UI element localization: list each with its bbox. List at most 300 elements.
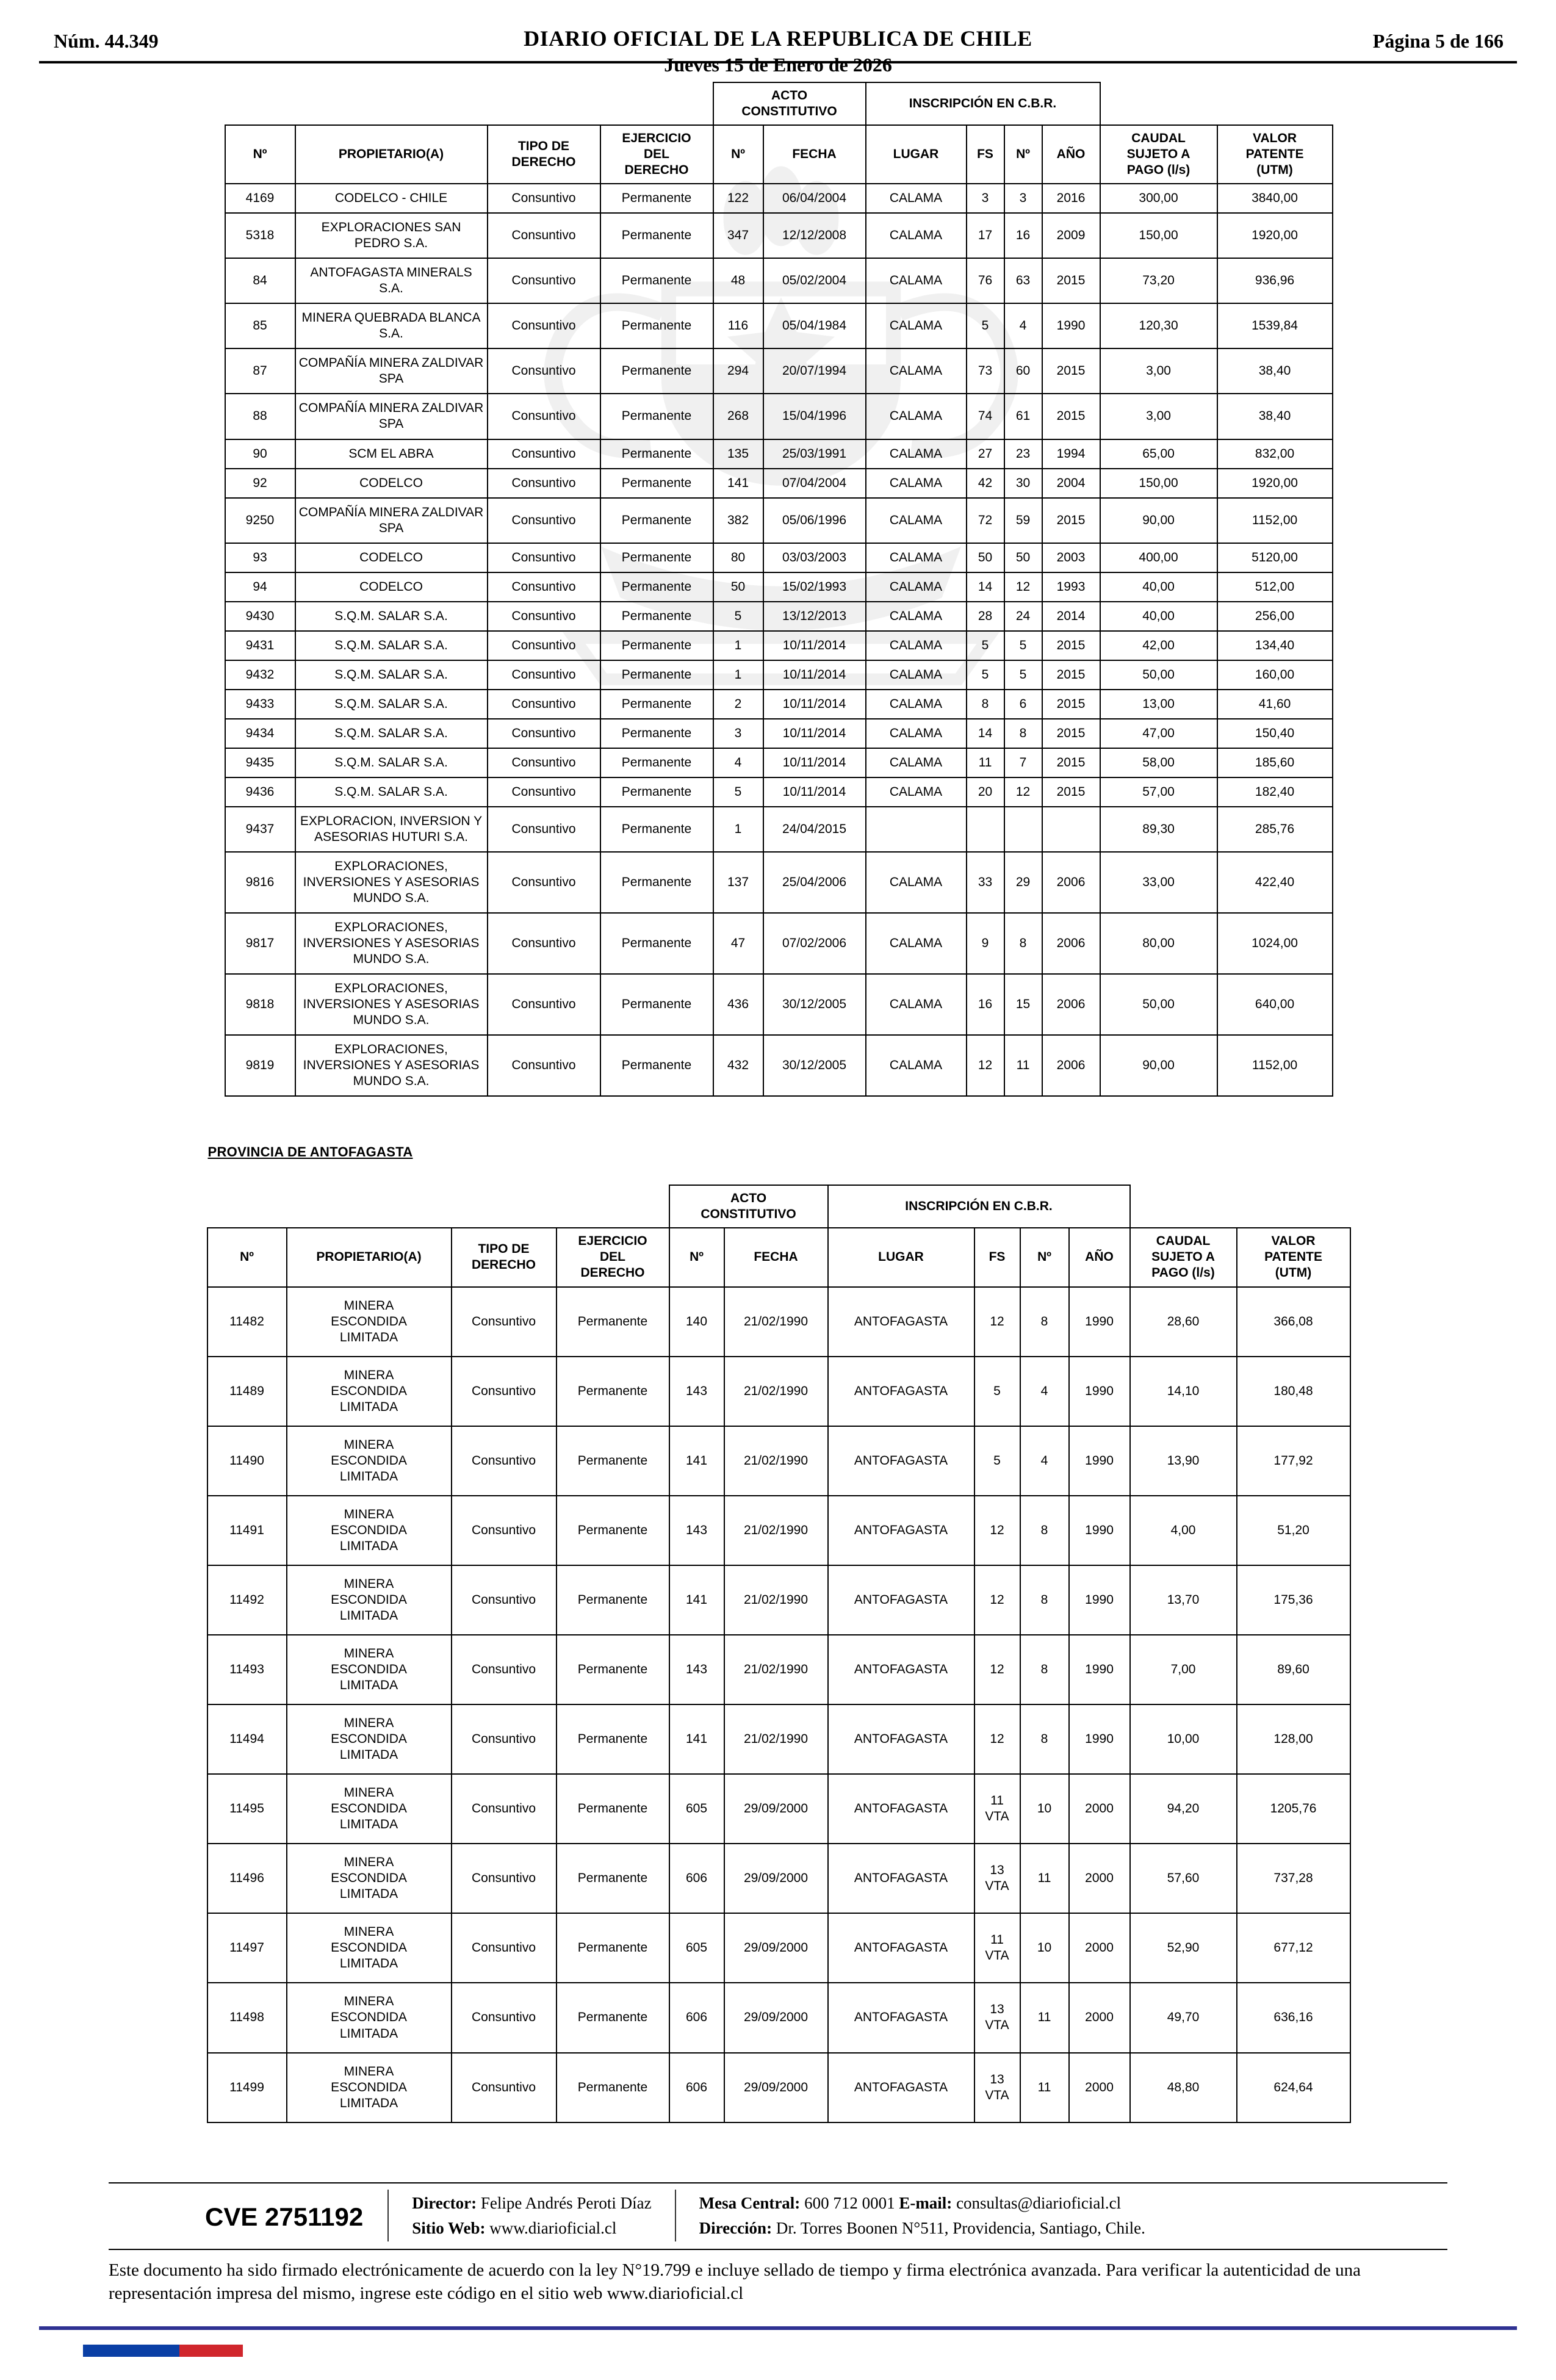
table-row bbox=[207, 2053, 1350, 2122]
table-cell: CODELCO bbox=[295, 543, 488, 572]
table-cell: 2015 bbox=[1042, 394, 1100, 439]
table-cell: Permanente bbox=[600, 572, 713, 602]
table-cell: 1990 bbox=[1069, 1426, 1130, 1496]
table-cell: EXPLORACIONES, INVERSIONES Y ASESORIAS MUNDO S.A. bbox=[295, 974, 488, 1035]
table-cell: Permanente bbox=[600, 394, 713, 439]
table-cell: 89,30 bbox=[1100, 807, 1217, 852]
table-cell: 21/02/1990 bbox=[724, 1426, 828, 1496]
table-cell: 2000 bbox=[1069, 1983, 1130, 2052]
table-cell: MINERA ESCONDIDA LIMITADA bbox=[287, 2053, 452, 2122]
col-header-label: VALOR PATENTE (UTM) bbox=[1245, 131, 1304, 178]
table-cell: Consuntivo bbox=[452, 1357, 556, 1426]
table-cell: 80 bbox=[713, 543, 763, 572]
group-label: INSCRIPCIÓN EN C.B.R. bbox=[909, 96, 1057, 111]
table-cell: 1152,00 bbox=[1217, 1035, 1333, 1096]
table-cell: 12 bbox=[1004, 777, 1042, 807]
table-cell: ANTOFAGASTA bbox=[828, 1913, 974, 1983]
table-cell: 11 bbox=[1020, 2053, 1069, 2122]
table-cell: MINERA ESCONDIDA LIMITADA bbox=[287, 1426, 452, 1496]
table-cell: 49,70 bbox=[1130, 1983, 1237, 2052]
table-cell: 2015 bbox=[1042, 777, 1100, 807]
table-cell: 42 bbox=[967, 469, 1004, 498]
table-row bbox=[225, 439, 1333, 469]
table-cell: 1024,00 bbox=[1217, 913, 1333, 974]
table-cell: 57,00 bbox=[1100, 777, 1217, 807]
col-header-propietario: PROPIETARIO(A) bbox=[295, 125, 488, 184]
mesa-central-number: 600 712 0001 bbox=[804, 2194, 895, 2212]
table-cell: 1994 bbox=[1042, 439, 1100, 469]
inscripcion-cbr-group-header bbox=[828, 1185, 1130, 1228]
table-cell: Consuntivo bbox=[488, 719, 600, 748]
table-cell: 294 bbox=[713, 348, 763, 394]
spacer-cell bbox=[1100, 82, 1333, 125]
table-cell: 13,70 bbox=[1130, 1565, 1237, 1635]
col-header-valor-patente bbox=[1237, 1228, 1350, 1286]
table-cell: 9436 bbox=[225, 777, 295, 807]
table-cell: 5 bbox=[974, 1426, 1020, 1496]
table-cell: 11499 bbox=[207, 2053, 287, 2122]
table-cell: Permanente bbox=[556, 1704, 669, 1774]
table-cell: 8 bbox=[1004, 719, 1042, 748]
table-cell: 2006 bbox=[1042, 974, 1100, 1035]
table-cell: 29/09/2000 bbox=[724, 1774, 828, 1844]
table-cell: 1990 bbox=[1069, 1287, 1130, 1357]
table-cell: 285,76 bbox=[1217, 807, 1333, 852]
table-cell: 140 bbox=[669, 1287, 724, 1357]
table-cell bbox=[967, 807, 1004, 852]
bottom-navy-rule bbox=[39, 2326, 1517, 2330]
table-cell: 13,90 bbox=[1130, 1426, 1237, 1496]
table-cell: 5 bbox=[1004, 631, 1042, 660]
table-cell: Consuntivo bbox=[488, 974, 600, 1035]
table-row bbox=[225, 469, 1333, 498]
table-cell: 5 bbox=[974, 1357, 1020, 1426]
col-header-tipo-derecho: TIPO DE DERECHO bbox=[488, 125, 600, 184]
table-cell: CALAMA bbox=[866, 498, 967, 543]
table-row bbox=[225, 498, 1333, 543]
table-cell: CALAMA bbox=[866, 719, 967, 748]
table-cell: 59 bbox=[1004, 498, 1042, 543]
col-header-lugar: LUGAR bbox=[828, 1228, 974, 1286]
table-cell: 50 bbox=[1004, 543, 1042, 572]
table-row bbox=[225, 572, 1333, 602]
table-cell: 27 bbox=[967, 439, 1004, 469]
table-cell: 150,40 bbox=[1217, 719, 1333, 748]
table-cell: 3,00 bbox=[1100, 348, 1217, 394]
header-rule bbox=[39, 61, 1517, 63]
table-cell: 58,00 bbox=[1100, 748, 1217, 777]
table-cell: Consuntivo bbox=[452, 1426, 556, 1496]
table-cell: 2015 bbox=[1042, 690, 1100, 719]
table-cell: 11 VTA bbox=[974, 1774, 1020, 1844]
table-cell: 2006 bbox=[1042, 852, 1100, 913]
table-cell: 4 bbox=[1020, 1357, 1069, 1426]
table-cell: 2 bbox=[713, 690, 763, 719]
table-cell: Permanente bbox=[556, 1565, 669, 1635]
table-cell: 11 bbox=[1004, 1035, 1042, 1096]
table-cell: 9435 bbox=[225, 748, 295, 777]
table-row bbox=[207, 1426, 1350, 1496]
table-cell: 76 bbox=[967, 258, 1004, 303]
table-cell: 8 bbox=[1020, 1704, 1069, 1774]
table-cell: 5 bbox=[967, 660, 1004, 690]
table-cell: 42,00 bbox=[1100, 631, 1217, 660]
table-cell: Permanente bbox=[556, 1983, 669, 2052]
table-row bbox=[225, 348, 1333, 394]
table-cell: 8 bbox=[1020, 1565, 1069, 1635]
table-cell: 2000 bbox=[1069, 1774, 1130, 1844]
sitio-web-label: Sitio Web: bbox=[412, 2218, 486, 2237]
table-cell: 1920,00 bbox=[1217, 213, 1333, 258]
table-cell: 512,00 bbox=[1217, 572, 1333, 602]
table-cell: Permanente bbox=[600, 348, 713, 394]
footer-director-block bbox=[387, 2190, 674, 2241]
table-cell: 177,92 bbox=[1237, 1426, 1350, 1496]
table-cell: Consuntivo bbox=[452, 1913, 556, 1983]
col-header-acto-numero: Nº bbox=[713, 125, 763, 184]
table-cell: 137 bbox=[713, 852, 763, 913]
table-cell: CALAMA bbox=[866, 748, 967, 777]
table-cell: Permanente bbox=[600, 469, 713, 498]
table-cell: 60 bbox=[1004, 348, 1042, 394]
table-cell: 30/12/2005 bbox=[763, 974, 866, 1035]
table-cell: 605 bbox=[669, 1913, 724, 1983]
table-cell: Permanente bbox=[556, 1635, 669, 1704]
acto-constitutivo-group-header bbox=[669, 1185, 828, 1228]
table-cell: 9818 bbox=[225, 974, 295, 1035]
table-cell: S.Q.M. SALAR S.A. bbox=[295, 660, 488, 690]
table-cell: 5 bbox=[967, 631, 1004, 660]
table-cell: 256,00 bbox=[1217, 602, 1333, 631]
col-header-propietario: PROPIETARIO(A) bbox=[287, 1228, 452, 1286]
col-header-ano: AÑO bbox=[1069, 1228, 1130, 1286]
table-cell: 10/11/2014 bbox=[763, 690, 866, 719]
water-rights-table-antofagasta bbox=[207, 1185, 1351, 2122]
direccion-line bbox=[699, 2216, 1145, 2241]
table-cell: Permanente bbox=[600, 1035, 713, 1096]
table-cell: EXPLORACIONES, INVERSIONES Y ASESORIAS MUNDO S.A. bbox=[295, 913, 488, 974]
table-cell: 3 bbox=[1004, 184, 1042, 213]
table-cell: MINERA ESCONDIDA LIMITADA bbox=[287, 1983, 452, 2052]
table-cell: Consuntivo bbox=[452, 1983, 556, 2052]
table-cell: 20/07/1994 bbox=[763, 348, 866, 394]
group-label: ACTO CONSTITUTIVO bbox=[741, 88, 837, 119]
table-cell: Consuntivo bbox=[488, 469, 600, 498]
table-cell: 366,08 bbox=[1237, 1287, 1350, 1357]
col-header-numero: Nº bbox=[207, 1228, 287, 1286]
table-cell: 28 bbox=[967, 602, 1004, 631]
table-cell: 2014 bbox=[1042, 602, 1100, 631]
table-cell: 606 bbox=[669, 2053, 724, 2122]
table-cell: 05/04/1984 bbox=[763, 303, 866, 348]
col-header-label: EJERCICIO DEL DERECHO bbox=[622, 131, 691, 178]
table-cell: 1539,84 bbox=[1217, 303, 1333, 348]
table-cell: 5 bbox=[1004, 660, 1042, 690]
director-label: Director: bbox=[412, 2194, 477, 2212]
table-cell: 2015 bbox=[1042, 498, 1100, 543]
table-cell: Consuntivo bbox=[452, 1635, 556, 1704]
page-footer bbox=[109, 2182, 1447, 2306]
table-cell: 2015 bbox=[1042, 348, 1100, 394]
table-cell: MINERA ESCONDIDA LIMITADA bbox=[287, 1635, 452, 1704]
table-cell: 12 bbox=[974, 1704, 1020, 1774]
table-cell: Consuntivo bbox=[488, 1035, 600, 1096]
col-header-fecha: FECHA bbox=[724, 1228, 828, 1286]
table-cell: Permanente bbox=[556, 1287, 669, 1357]
table-row bbox=[225, 974, 1333, 1035]
table-cell: MINERA ESCONDIDA LIMITADA bbox=[287, 1496, 452, 1565]
table-cell: 2015 bbox=[1042, 748, 1100, 777]
table-cell: ANTOFAGASTA bbox=[828, 1287, 974, 1357]
table-cell: 11 VTA bbox=[974, 1913, 1020, 1983]
table-cell: 50 bbox=[967, 543, 1004, 572]
table-cell: 4,00 bbox=[1130, 1496, 1237, 1565]
table-row bbox=[225, 748, 1333, 777]
table-cell: 15 bbox=[1004, 974, 1042, 1035]
table-cell: 14 bbox=[967, 572, 1004, 602]
table-cell: 2015 bbox=[1042, 660, 1100, 690]
table-cell: Consuntivo bbox=[488, 394, 600, 439]
table-cell: 41,60 bbox=[1217, 690, 1333, 719]
flag-red-bar bbox=[179, 2345, 243, 2357]
col-header-ano: AÑO bbox=[1042, 125, 1100, 184]
table-cell: 12 bbox=[1004, 572, 1042, 602]
table-cell: ANTOFAGASTA bbox=[828, 1426, 974, 1496]
table-cell: Consuntivo bbox=[488, 748, 600, 777]
table-cell: MINERA ESCONDIDA LIMITADA bbox=[287, 1774, 452, 1844]
table-cell: Permanente bbox=[600, 498, 713, 543]
table-cell: 8 bbox=[1004, 913, 1042, 974]
table-cell: ANTOFAGASTA bbox=[828, 1774, 974, 1844]
table-cell: Permanente bbox=[600, 690, 713, 719]
table-cell: 2015 bbox=[1042, 719, 1100, 748]
table-cell: EXPLORACIONES, INVERSIONES Y ASESORIAS MUNDO S.A. bbox=[295, 852, 488, 913]
table-cell: Consuntivo bbox=[488, 258, 600, 303]
table-cell: 30/12/2005 bbox=[763, 1035, 866, 1096]
table-row bbox=[225, 543, 1333, 572]
table-cell: 50,00 bbox=[1100, 660, 1217, 690]
table-cell: 141 bbox=[713, 469, 763, 498]
table-cell: 624,64 bbox=[1237, 2053, 1350, 2122]
table-cell: 5 bbox=[713, 777, 763, 807]
table-row bbox=[225, 660, 1333, 690]
table-cell: 141 bbox=[669, 1565, 724, 1635]
table-cell: Permanente bbox=[600, 748, 713, 777]
table-cell: 87 bbox=[225, 348, 295, 394]
table-cell: Permanente bbox=[556, 1774, 669, 1844]
table-cell: Consuntivo bbox=[452, 1844, 556, 1913]
table-cell: 3 bbox=[713, 719, 763, 748]
table-cell: Consuntivo bbox=[488, 498, 600, 543]
table-cell: 737,28 bbox=[1237, 1844, 1350, 1913]
table-cell: Consuntivo bbox=[488, 807, 600, 852]
table-cell: Consuntivo bbox=[488, 852, 600, 913]
table-cell: CALAMA bbox=[866, 543, 967, 572]
table-cell: 21/02/1990 bbox=[724, 1496, 828, 1565]
table-cell: 8 bbox=[967, 690, 1004, 719]
table-cell: 61 bbox=[1004, 394, 1042, 439]
table-cell: COMPAÑÍA MINERA ZALDIVAR SPA bbox=[295, 348, 488, 394]
table-cell: CALAMA bbox=[866, 1035, 967, 1096]
footer-contact-block bbox=[675, 2190, 1169, 2241]
table-cell: CALAMA bbox=[866, 213, 967, 258]
table-cell: 936,96 bbox=[1217, 258, 1333, 303]
table-row bbox=[207, 1983, 1350, 2052]
table-cell: Consuntivo bbox=[488, 439, 600, 469]
table-cell: Permanente bbox=[556, 1913, 669, 1983]
table-cell bbox=[866, 807, 967, 852]
table-cell: S.Q.M. SALAR S.A. bbox=[295, 690, 488, 719]
table-cell: CALAMA bbox=[866, 777, 967, 807]
table-row bbox=[225, 602, 1333, 631]
table-row bbox=[207, 1635, 1350, 1704]
table-cell: 382 bbox=[713, 498, 763, 543]
table-cell: 1 bbox=[713, 807, 763, 852]
table-cell: MINERA ESCONDIDA LIMITADA bbox=[287, 1704, 452, 1774]
col-header-label: VALOR PATENTE (UTM) bbox=[1264, 1234, 1322, 1280]
director-line bbox=[412, 2191, 651, 2216]
table-cell: 7,00 bbox=[1130, 1635, 1237, 1704]
table-row bbox=[207, 1844, 1350, 1913]
table-cell: 2009 bbox=[1042, 213, 1100, 258]
table-cell: 11494 bbox=[207, 1704, 287, 1774]
table-cell: CALAMA bbox=[866, 913, 967, 974]
table-row bbox=[225, 690, 1333, 719]
table-cell: Permanente bbox=[600, 719, 713, 748]
section-title-provincia-antofagasta: PROVINCIA DE ANTOFAGASTA bbox=[207, 1144, 413, 1160]
table-cell: 180,48 bbox=[1237, 1357, 1350, 1426]
table-cell: 10/11/2014 bbox=[763, 748, 866, 777]
col-header-acto-numero: Nº bbox=[669, 1228, 724, 1286]
table-cell: Permanente bbox=[600, 184, 713, 213]
table-cell: 21/02/1990 bbox=[724, 1357, 828, 1426]
table-row bbox=[207, 1565, 1350, 1635]
table-cell: 38,40 bbox=[1217, 348, 1333, 394]
col-header-inscripcion-numero: Nº bbox=[1004, 125, 1042, 184]
inscripcion-cbr-group-header bbox=[866, 82, 1100, 125]
table-cell: 05/06/1996 bbox=[763, 498, 866, 543]
table-cell: 10/11/2014 bbox=[763, 660, 866, 690]
table-cell: 8 bbox=[1020, 1635, 1069, 1704]
table-cell: 13 VTA bbox=[974, 2053, 1020, 2122]
mesa-central-line bbox=[699, 2191, 1145, 2216]
table-cell: Consuntivo bbox=[488, 572, 600, 602]
col-header-fs: FS bbox=[967, 125, 1004, 184]
table-cell: 141 bbox=[669, 1704, 724, 1774]
table-cell: 93 bbox=[225, 543, 295, 572]
table-cell: 1990 bbox=[1069, 1496, 1130, 1565]
table-cell: Permanente bbox=[556, 1496, 669, 1565]
table-cell: 9817 bbox=[225, 913, 295, 974]
table-cell: Consuntivo bbox=[452, 1565, 556, 1635]
table-cell: Consuntivo bbox=[488, 660, 600, 690]
group-label: INSCRIPCIÓN EN C.B.R. bbox=[905, 1199, 1053, 1214]
table-cell: Consuntivo bbox=[488, 777, 600, 807]
table-cell: CODELCO bbox=[295, 572, 488, 602]
table-cell: 606 bbox=[669, 1983, 724, 2052]
publication-title: DIARIO OFICIAL DE LA REPUBLICA DE CHILE bbox=[524, 26, 1032, 51]
table-cell: Permanente bbox=[556, 1426, 669, 1496]
table-cell: 85 bbox=[225, 303, 295, 348]
table-cell: 73,20 bbox=[1100, 258, 1217, 303]
table-cell: 63 bbox=[1004, 258, 1042, 303]
table-cell: 33 bbox=[967, 852, 1004, 913]
table-row bbox=[225, 213, 1333, 258]
table-cell: Consuntivo bbox=[488, 690, 600, 719]
table-cell: 92 bbox=[225, 469, 295, 498]
table-cell: 832,00 bbox=[1217, 439, 1333, 469]
table-cell: Permanente bbox=[600, 807, 713, 852]
table-cell: COMPAÑÍA MINERA ZALDIVAR SPA bbox=[295, 394, 488, 439]
table-cell: 80,00 bbox=[1100, 913, 1217, 974]
table-cell: 29/09/2000 bbox=[724, 2053, 828, 2122]
table-cell: 12/12/2008 bbox=[763, 213, 866, 258]
table-cell: 21/02/1990 bbox=[724, 1287, 828, 1357]
table-cell: 4 bbox=[1020, 1426, 1069, 1496]
table-cell: CALAMA bbox=[866, 602, 967, 631]
table-cell: 2006 bbox=[1042, 1035, 1100, 1096]
table-row bbox=[207, 1704, 1350, 1774]
table-cell: MINERA ESCONDIDA LIMITADA bbox=[287, 1913, 452, 1983]
col-header-caudal bbox=[1130, 1228, 1237, 1286]
table-row bbox=[225, 1035, 1333, 1096]
table-cell: 72 bbox=[967, 498, 1004, 543]
table-cell: Consuntivo bbox=[452, 2053, 556, 2122]
table-cell: 52,90 bbox=[1130, 1913, 1237, 1983]
table-cell: ANTOFAGASTA bbox=[828, 2053, 974, 2122]
table-cell: 2016 bbox=[1042, 184, 1100, 213]
table-cell: 15/02/1993 bbox=[763, 572, 866, 602]
table-cell: Permanente bbox=[600, 660, 713, 690]
table-cell: 12 bbox=[974, 1496, 1020, 1565]
table-cell: 606 bbox=[669, 1844, 724, 1913]
table-row bbox=[225, 184, 1333, 213]
group-label: ACTO CONSTITUTIVO bbox=[701, 1191, 796, 1222]
table-cell: S.Q.M. SALAR S.A. bbox=[295, 748, 488, 777]
table-cell: 14 bbox=[967, 719, 1004, 748]
table-cell: 605 bbox=[669, 1774, 724, 1844]
table-cell: 9816 bbox=[225, 852, 295, 913]
table-cell: 11496 bbox=[207, 1844, 287, 1913]
table-cell: EXPLORACION, INVERSION Y ASESORIAS HUTURI S.A. bbox=[295, 807, 488, 852]
table-cell: 07/04/2004 bbox=[763, 469, 866, 498]
table-cell: Consuntivo bbox=[488, 303, 600, 348]
table-cell: Consuntivo bbox=[488, 213, 600, 258]
table-cell: 6 bbox=[1004, 690, 1042, 719]
table-cell: 182,40 bbox=[1217, 777, 1333, 807]
table-cell: 1990 bbox=[1069, 1704, 1130, 1774]
table-cell: 150,00 bbox=[1100, 213, 1217, 258]
table-cell: 50 bbox=[713, 572, 763, 602]
table-cell: 4 bbox=[1004, 303, 1042, 348]
table-cell: 2006 bbox=[1042, 913, 1100, 974]
table-cell: 10,00 bbox=[1130, 1704, 1237, 1774]
table-cell: 21/02/1990 bbox=[724, 1704, 828, 1774]
table-cell: 88 bbox=[225, 394, 295, 439]
table-cell: Permanente bbox=[600, 213, 713, 258]
table-cell: 432 bbox=[713, 1035, 763, 1096]
table-cell: 11497 bbox=[207, 1913, 287, 1983]
group-header-row bbox=[225, 82, 1333, 125]
table-cell: Consuntivo bbox=[488, 602, 600, 631]
table-cell: ANTOFAGASTA MINERALS S.A. bbox=[295, 258, 488, 303]
table-cell: Consuntivo bbox=[488, 184, 600, 213]
table-row bbox=[207, 1774, 1350, 1844]
table-cell: 90,00 bbox=[1100, 1035, 1217, 1096]
table-cell: ANTOFAGASTA bbox=[828, 1635, 974, 1704]
table-cell: COMPAÑÍA MINERA ZALDIVAR SPA bbox=[295, 498, 488, 543]
table-cell: 5318 bbox=[225, 213, 295, 258]
